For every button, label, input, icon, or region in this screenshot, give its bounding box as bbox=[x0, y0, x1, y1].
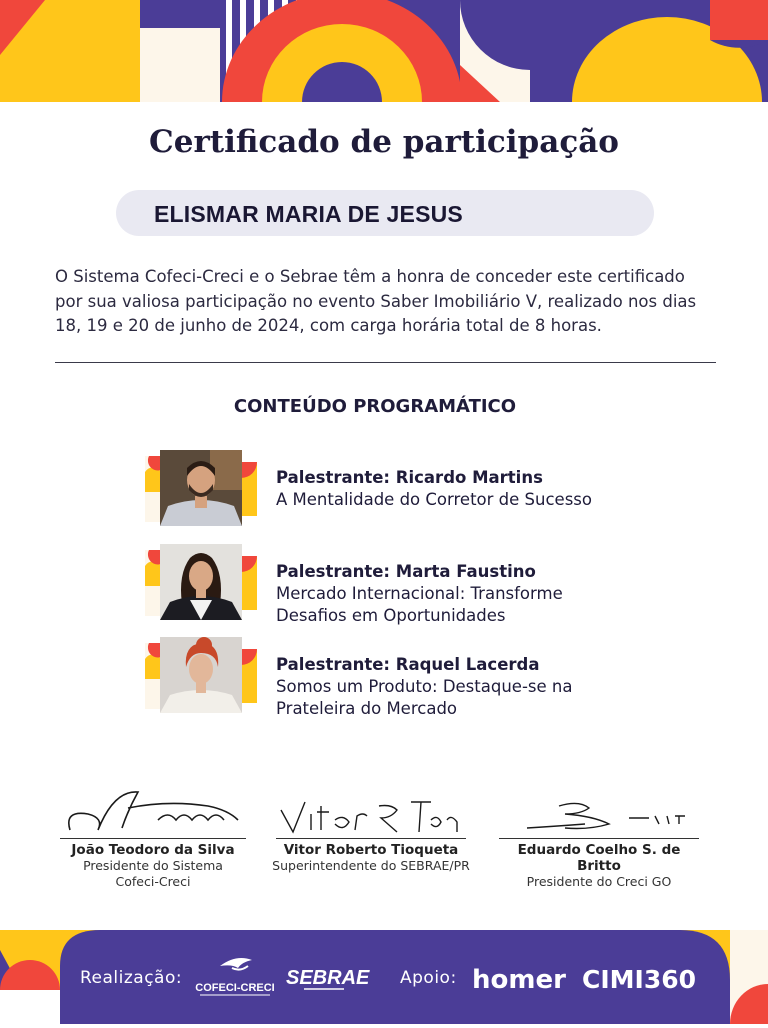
svg-text:CIMI360: CIMI360 bbox=[582, 965, 697, 994]
speaker-topic: Mercado Internacional: Transforme bbox=[276, 584, 563, 603]
signature-line bbox=[60, 838, 246, 839]
speaker-photo bbox=[160, 544, 242, 620]
speaker-topic: Somos um Produto: Destaque-se na bbox=[276, 677, 573, 696]
signature-block bbox=[58, 780, 248, 890]
speaker-photo bbox=[160, 450, 242, 526]
recipient-name: ELISMAR MARIA DE JESUS bbox=[154, 201, 463, 227]
divider bbox=[55, 362, 716, 363]
svg-text:COFECI-CRECI: COFECI-CRECI bbox=[195, 982, 275, 994]
handwritten-signature bbox=[271, 780, 471, 838]
recipient-name-pill bbox=[116, 190, 654, 236]
speaker-topic-cont: Prateleira do Mercado bbox=[276, 699, 458, 718]
intro-line: 18, 19 e 20 de junho de 2024, com carga horária total de 8 horas. bbox=[55, 316, 602, 335]
svg-text:SEBRAE: SEBRAE bbox=[286, 967, 370, 989]
signer-name: João Teodoro da Silva bbox=[71, 842, 235, 858]
intro-line: por sua valiosa participação no evento Saber Imobiliário V, realizado nos dias bbox=[55, 291, 697, 311]
svg-text:homer: homer bbox=[472, 965, 566, 995]
sebrae-logo bbox=[284, 962, 370, 994]
signer-name: Vitor Roberto Tioqueta bbox=[283, 842, 459, 858]
top-decorative-banner bbox=[0, 0, 768, 102]
speaker-item bbox=[145, 544, 745, 624]
signer-role: Superintendente do SEBRAE/PR bbox=[272, 858, 470, 873]
speaker-photo bbox=[160, 637, 242, 713]
speaker-item bbox=[145, 450, 745, 530]
speaker-photo-frame bbox=[145, 637, 259, 715]
handwritten-signature bbox=[499, 780, 699, 838]
cimi360-logo bbox=[582, 958, 697, 998]
cofeci-creci-logo bbox=[196, 954, 274, 998]
speaker-name: Palestrante: Raquel Lacerda bbox=[276, 655, 540, 674]
signer-role: Presidente do Creci GO bbox=[526, 874, 672, 889]
speaker-topic-cont: Desafios em Oportunidades bbox=[276, 606, 506, 625]
signature-block bbox=[268, 780, 474, 874]
signature-line bbox=[499, 838, 699, 839]
speaker-details bbox=[276, 561, 736, 627]
speaker-details bbox=[276, 467, 736, 511]
speaker-name: Palestrante: Marta Faustino bbox=[276, 562, 536, 581]
signature-block bbox=[496, 780, 702, 890]
program-heading: CONTEÚDO PROGRAMÁTICO bbox=[233, 396, 517, 417]
signer-role: Presidente do Sistema bbox=[83, 858, 223, 873]
homer-logo bbox=[472, 958, 568, 998]
handwritten-signature bbox=[58, 780, 248, 838]
speaker-photo-frame bbox=[145, 544, 259, 622]
speaker-topic: A Mentalidade do Corretor de Sucesso bbox=[276, 490, 592, 509]
realizacao-label: Realização: bbox=[80, 968, 183, 988]
signer-role-cont: Cofeci-Creci bbox=[115, 874, 191, 889]
speaker-details bbox=[276, 654, 736, 720]
speaker-item bbox=[145, 637, 745, 717]
apoio-label: Apoio: bbox=[400, 968, 457, 988]
intro-paragraph bbox=[55, 265, 735, 339]
signer-name: Eduardo Coelho S. de Britto bbox=[517, 842, 681, 874]
intro-line: O Sistema Cofeci-Creci e o Sebrae têm a honra de conceder este certificado bbox=[55, 267, 685, 286]
signature-line bbox=[276, 838, 466, 839]
certificate-title: Certificado de participação bbox=[149, 124, 619, 160]
speaker-photo-frame bbox=[145, 450, 259, 528]
speaker-name: Palestrante: Ricardo Martins bbox=[276, 468, 543, 487]
